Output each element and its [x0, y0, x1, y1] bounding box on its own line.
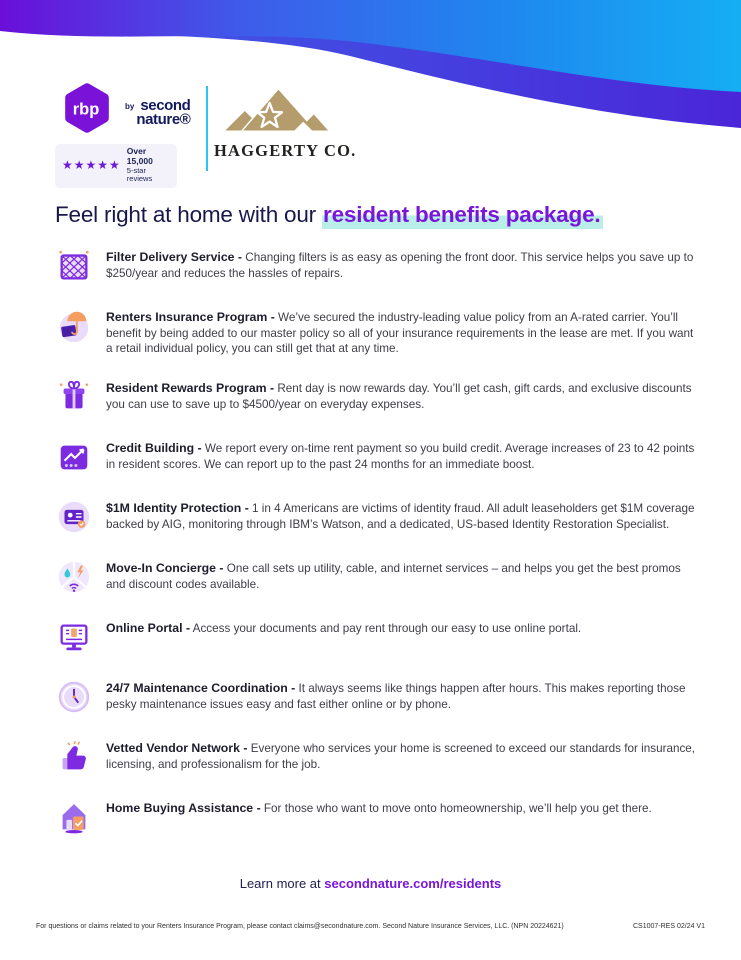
- review-caption: 5-star reviews: [126, 165, 153, 184]
- umbrella-icon: [55, 307, 93, 345]
- benefit-item: [55, 801, 699, 836]
- benefit-description: We’ve secured the industry-leading value policy from an A-rated carrier. You’ll benefit by being added to our master policy so all of your insurance requirements in the lease are met. If you want a retail individual policy, you can still get that at any time.: [106, 311, 694, 356]
- learn-more-line: [0, 876, 741, 891]
- benefit-title: Vetted Vendor Network -: [106, 741, 248, 756]
- utilities-icon: [55, 558, 93, 596]
- benefit-item: [55, 501, 699, 536]
- residents-link[interactable]: secondnature.com/residents: [324, 876, 502, 891]
- benefit-title: Move-In Concierge -: [106, 561, 224, 576]
- house-check-icon: [55, 798, 93, 836]
- benefit-title: Online Portal -: [106, 621, 191, 636]
- benefit-description: For those who want to move onto homeownership, we’ll help you get there.: [263, 802, 652, 816]
- brand-line2: nature®: [136, 111, 191, 128]
- credit-chart-icon: [55, 438, 93, 476]
- benefit-description: We report every on-time rent payment so you build credit. Average increases of 23 to 42 points in resident scores. We can report up to the past 24 months for an immediate boost.: [106, 442, 695, 472]
- rbp-text: rbp: [72, 100, 100, 119]
- benefit-description: Rent day is now rewards day. You’ll get cash, gift cards, and exclusive discounts you can use to save up to $4500/year on everyday expenses.: [106, 382, 692, 412]
- mountain-star-icon: [220, 82, 344, 140]
- by-label: by: [125, 102, 135, 112]
- benefit-item: [55, 621, 699, 656]
- benefit-description: Changing filters is as easy as opening the front door. This service helps you save up to $250/year and reduces the hassles of repairs.: [106, 251, 694, 280]
- rbp-badge-icon: [55, 76, 119, 140]
- benefit-title: Credit Building -: [106, 441, 202, 456]
- benefit-title: Home Buying Assistance -: [106, 801, 261, 816]
- headline-prefix: Feel right at home with our: [55, 202, 323, 227]
- benefit-title: 24/7 Maintenance Coordination -: [106, 681, 296, 696]
- benefit-description: It always seems like things happen after hours. This makes reporting those pesky maintenance issues easy and fast either online or by phone.: [106, 682, 686, 712]
- review-badge: [55, 144, 177, 188]
- id-card-icon: [55, 498, 93, 536]
- benefit-description: Access your documents and pay rent through our easy to use online portal.: [192, 622, 582, 636]
- benefit-title: Resident Rewards Program -: [106, 381, 275, 396]
- learn-more-prefix: Learn more at: [239, 876, 325, 891]
- document-code: CS1007-RES 02/24 V1: [633, 923, 705, 930]
- brand-line1: second: [140, 97, 191, 115]
- benefit-title: Renters Insurance Program -: [106, 310, 275, 324]
- fine-print: [36, 923, 705, 930]
- clock-icon: [55, 678, 93, 716]
- brand-row: [55, 76, 191, 188]
- rbp-logo: [55, 76, 191, 140]
- thumbs-up-icon: [55, 738, 93, 776]
- partner-logo: [214, 82, 357, 161]
- logo-divider: [206, 86, 208, 171]
- second-nature-wordmark: [125, 99, 190, 127]
- benefit-description: One call sets up utility, cable, and internet services – and helps you get the best promos and discount codes available.: [106, 562, 681, 592]
- benefit-item: [55, 681, 699, 716]
- benefit-item: [55, 741, 699, 776]
- benefit-description: 1 in 4 Americans are victims of identity fraud. All adult leaseholders get $1M coverage backed by AIG, monitoring through IBM’s Watson, and a dedicated, US-based Identity Restoration Specialist.: [106, 502, 695, 532]
- benefit-item: [55, 250, 699, 285]
- benefit-title: $1M Identity Protection -: [106, 501, 249, 516]
- air-filter-icon: [55, 247, 93, 285]
- headline-highlight: resident benefits package.: [322, 202, 603, 229]
- benefit-description: Everyone who services your home is screened to exceed our standards for insurance, licensing, and professionalism for the job.: [106, 742, 696, 772]
- benefit-item: [55, 441, 699, 476]
- legal-text: For questions or claims related to your Renters Insurance Program, please contact claims@secondnature.com. Second Nature Insurance Services, LLC. (NPN 20224621): [36, 923, 564, 930]
- gift-icon: [55, 378, 93, 416]
- benefit-item: [55, 381, 699, 416]
- benefit-item: [55, 561, 699, 596]
- monitor-icon: [55, 618, 93, 656]
- partner-name: HAGGERTY CO.: [214, 141, 357, 160]
- five-stars-icon: ★★★★★: [62, 158, 121, 173]
- page-title: [55, 202, 711, 228]
- benefit-title: Filter Delivery Service -: [106, 250, 243, 264]
- benefit-item: [55, 310, 699, 356]
- review-count: Over 15,000: [126, 146, 153, 166]
- benefits-list: [55, 250, 699, 861]
